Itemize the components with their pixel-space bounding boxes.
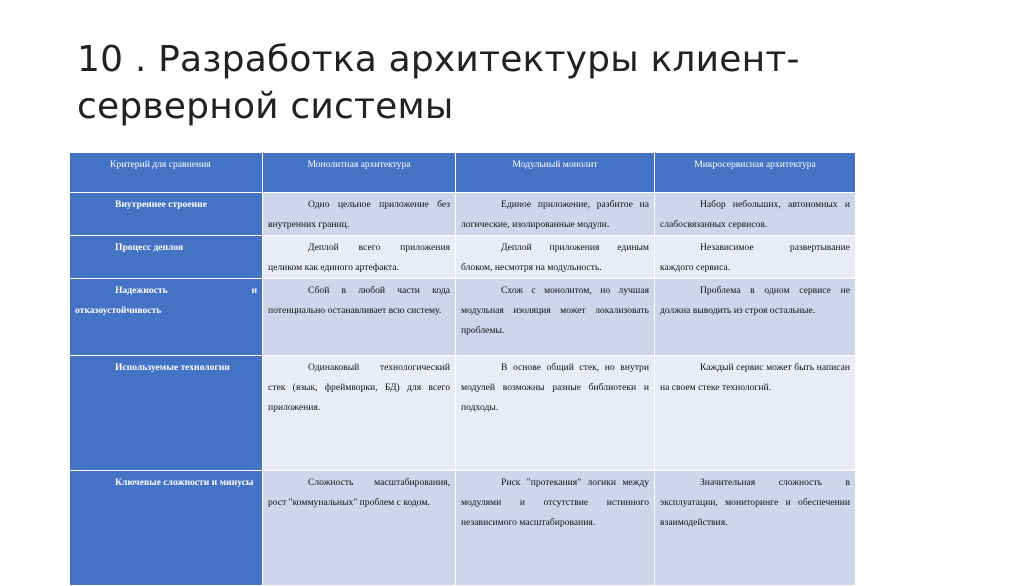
- criterion-text: Ключевые сложности и минусы: [115, 477, 254, 488]
- cell-text: Набор небольших, автономных и слабосвязанных сервисов.: [660, 199, 850, 230]
- criterion-text: Надежность и отказоустойчивость: [75, 285, 257, 316]
- criterion-text: Процесс деплоя: [115, 242, 184, 253]
- cell-modular: [456, 471, 655, 586]
- cell-text: Независимое развертывание каждого сервиса.: [660, 242, 850, 273]
- cell-micro: [655, 356, 856, 471]
- cell-monolith: [263, 193, 456, 236]
- cell-text: В основе общий стек, но внутри модулей возможны разные библиотеки и подходы.: [461, 362, 649, 413]
- cell-modular: [456, 193, 655, 236]
- cell-text: Проблема в одном сервисе не должна выводить из строя остальные.: [660, 285, 850, 316]
- row-criterion: [70, 471, 263, 586]
- row-criterion: [70, 279, 263, 356]
- row-criterion: [70, 356, 263, 471]
- cell-monolith: [263, 471, 456, 586]
- cell-text: Сложность масштабирования, рост "коммунальных" проблем с кодом.: [268, 477, 450, 508]
- row-criterion: [70, 236, 263, 279]
- cell-text: Значительная сложность в эксплуатации, мониторинге и обеспечении взаимодействия.: [660, 477, 850, 528]
- criterion-text: Внутреннее строение: [115, 199, 207, 210]
- cell-monolith: [263, 236, 456, 279]
- cell-modular: [456, 236, 655, 279]
- table-header-row: [70, 153, 856, 193]
- criterion-text: Используемые технологии: [115, 362, 230, 373]
- header-modular-monolith: Модульный монолит: [456, 153, 655, 193]
- cell-micro: [655, 193, 856, 236]
- cell-text: Деплой приложения единым блоком, несмотря на модульность.: [461, 242, 649, 273]
- slide-title: [77, 36, 977, 130]
- cell-micro: [655, 471, 856, 586]
- cell-text: Деплой всего приложения целиком как единого артефакта.: [268, 242, 450, 273]
- header-microservices: Микросервисная архитектура: [655, 153, 856, 193]
- cell-micro: [655, 236, 856, 279]
- cell-text: Одно цельное приложение без внутренних границ.: [268, 199, 450, 230]
- cell-micro: [655, 279, 856, 356]
- comparison-table: [69, 152, 856, 586]
- cell-monolith: [263, 356, 456, 471]
- table-row: [70, 471, 856, 586]
- header-criterion: Критерий для сравнения: [70, 153, 263, 193]
- table-row: [70, 236, 856, 279]
- header-monolith: Монолитная архитектура: [263, 153, 456, 193]
- table-row: [70, 279, 856, 356]
- cell-text: Каждый сервис может быть написан на своем стеке технологий.: [660, 362, 850, 393]
- cell-modular: [456, 356, 655, 471]
- table-row: [70, 193, 856, 236]
- row-criterion: [70, 193, 263, 236]
- table-row: [70, 356, 856, 471]
- cell-monolith: [263, 279, 456, 356]
- cell-text: Единое приложение, разбитое на логические, изолированные модули.: [461, 199, 649, 230]
- cell-text: Одинаковый технологический стек (язык, фреймворки, БД) для всего приложения.: [268, 362, 450, 413]
- cell-text: Схож с монолитом, но лучшая модульная изоляция может локализовать проблемы.: [461, 285, 649, 336]
- slide-title-line-2: серверной системы: [77, 86, 454, 127]
- cell-text: Сбой в любой части кода потенциально останавливает всю систему.: [268, 285, 450, 316]
- cell-text: Риск "протекания" логики между модулями и отсутствие истинного независимого масштабирования.: [461, 477, 649, 528]
- slide-title-line-1: 10 . Разработка архитектуры клиент-: [77, 39, 800, 80]
- cell-modular: [456, 279, 655, 356]
